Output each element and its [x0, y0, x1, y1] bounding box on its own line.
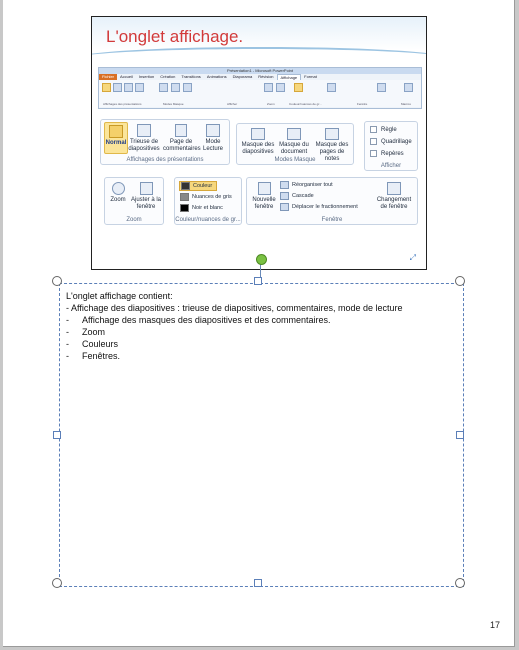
- slide-corner-icon: ⤢: [409, 253, 416, 262]
- new-window-label: Nouvelle fenêtre: [252, 197, 276, 210]
- mini-group-label: Fenêtre: [357, 102, 368, 106]
- mini-tab: Création: [160, 74, 176, 79]
- grayscale-label: Nuances de gris: [192, 194, 232, 200]
- group-label: Fenêtre: [321, 217, 343, 223]
- group-label: Couleur/nuances de gr...: [175, 217, 241, 223]
- mini-group-label: Couleur/nuances de gr...: [289, 102, 322, 106]
- grayscale-icon: [180, 193, 189, 201]
- resize-handle-top-left[interactable]: [52, 276, 62, 286]
- mini-master-icon: [183, 83, 192, 92]
- gridlines-label: Quadrillage: [381, 138, 412, 145]
- bullet-dash: -: [66, 315, 69, 325]
- switch-window-label: Changement de fenêtre: [376, 197, 412, 210]
- handout-master-label: Masque du document: [279, 142, 309, 155]
- text-bullet-line: [66, 338, 403, 350]
- bullet-text: Fenêtres.: [82, 351, 121, 361]
- notes-page-icon: [175, 124, 187, 137]
- mini-normal-icon: [102, 83, 111, 92]
- bullet-dash: -: [66, 339, 69, 349]
- switch-window-icon: [387, 182, 401, 195]
- gridlines-checkbox[interactable]: [370, 138, 412, 145]
- mini-tab: Accueil: [120, 74, 133, 79]
- group-show: [364, 121, 418, 171]
- mini-color-icon: [294, 83, 303, 92]
- mini-tab: Insertion: [138, 74, 155, 79]
- mini-tab: Format: [304, 74, 317, 79]
- text-first-line: - Affichage des diapositives : trieuse de diapositives, commentaires, mode de lecture: [66, 303, 403, 313]
- mini-switch-icon: [377, 83, 386, 92]
- text-bullet-line: [66, 314, 403, 326]
- group-presentation-views: [100, 119, 230, 165]
- rotation-handle[interactable]: [256, 254, 267, 265]
- mini-group-label: Modes Masque: [163, 102, 184, 106]
- fit-window-icon: [140, 182, 153, 195]
- slide-sorter-icon: [137, 124, 151, 137]
- mini-group-label: Afficher: [227, 102, 238, 106]
- group-label: Zoom: [126, 217, 142, 223]
- color-label: Couleur: [193, 183, 213, 189]
- move-split-button[interactable]: [280, 203, 358, 211]
- resize-handle-bottom-right[interactable]: [455, 578, 465, 588]
- mini-fit-icon: [276, 83, 285, 92]
- resize-handle-left[interactable]: [53, 431, 61, 439]
- mini-tab: Diaporama: [232, 74, 253, 79]
- resize-handle-bottom-left[interactable]: [52, 578, 62, 588]
- mini-ribbon-screenshot: [98, 67, 422, 109]
- black-white-icon: [180, 204, 189, 212]
- slide-master-label: Masque des diapositives: [241, 142, 275, 155]
- move-split-label: Déplacer le fractionnement: [292, 204, 358, 210]
- notes-page-label: Page de commentaires: [163, 139, 201, 152]
- magnifier-icon: [112, 182, 125, 195]
- mini-group-label: Macros: [401, 102, 411, 106]
- bullet-text: Zoom: [82, 327, 106, 337]
- group-window: [246, 177, 418, 225]
- mini-group-label: Zoom: [267, 102, 275, 106]
- group-color: [174, 177, 242, 225]
- bullet-dash: -: [66, 351, 69, 361]
- arrange-all-button[interactable]: [280, 181, 333, 189]
- mini-tab: Transitions: [181, 74, 201, 79]
- text-bullet-line: [66, 350, 403, 362]
- mini-group-label: Affichages des présentations: [103, 102, 142, 106]
- checkbox-box: [370, 138, 377, 145]
- fit-window-label: Ajuster à la fenêtre: [131, 197, 162, 210]
- new-window-icon: [258, 182, 271, 195]
- handout-master-button[interactable]: [277, 126, 311, 156]
- handout-master-icon: [287, 128, 301, 140]
- group-master-views: [236, 123, 354, 165]
- normal-view-label: Normal: [105, 140, 127, 146]
- cascade-button[interactable]: [280, 192, 314, 200]
- group-label: Affichages des présentations: [126, 157, 204, 163]
- group-label: Modes Masque: [274, 157, 316, 163]
- color-icon: [181, 182, 190, 190]
- arrange-all-label: Réorganiser tout: [292, 182, 333, 188]
- slide-master-button[interactable]: [240, 126, 276, 156]
- mini-ribbon-body: [99, 80, 421, 107]
- mini-tab: Fichier: [99, 74, 117, 80]
- mini-window-icon: [327, 83, 336, 92]
- guides-label: Repères: [381, 150, 404, 157]
- checkbox-box: [370, 150, 377, 157]
- resize-handle-right[interactable]: [456, 431, 464, 439]
- fit-window-button[interactable]: [131, 180, 161, 211]
- group-zoom: [104, 177, 164, 225]
- resize-handle-top-right[interactable]: [455, 276, 465, 286]
- black-white-button[interactable]: [180, 204, 223, 212]
- mini-window-title: Présentation1 - Microsoft PowerPoint: [99, 68, 421, 74]
- ruler-label: Règle: [381, 126, 397, 133]
- switch-window-button[interactable]: [375, 180, 413, 211]
- text-content[interactable]: [66, 290, 403, 362]
- move-split-icon: [280, 203, 289, 211]
- page-number: 17: [489, 620, 500, 630]
- grayscale-button[interactable]: [180, 193, 232, 201]
- mini-reading-icon: [135, 83, 144, 92]
- mini-sorter-icon: [113, 83, 122, 92]
- normal-view-button[interactable]: [104, 122, 128, 154]
- bullet-text: Affichage des masques des diapositives et des commentaires.: [82, 315, 331, 325]
- new-window-button[interactable]: [251, 180, 277, 211]
- zoom-button[interactable]: [107, 180, 129, 204]
- bullet-text: Couleurs: [82, 339, 119, 349]
- ribbon-zoomed-screenshot: [98, 117, 420, 247]
- color-button[interactable]: [179, 181, 217, 191]
- notes-master-label: Masque des pages de notes: [315, 142, 349, 162]
- text-heading: L'onglet affichage contient:: [66, 291, 173, 301]
- mini-master-icon: [171, 83, 180, 92]
- cascade-icon: [280, 192, 289, 200]
- mini-tab-active: Affichage: [277, 74, 302, 80]
- notes-master-icon: [325, 128, 339, 140]
- reading-view-label: Mode Lecture: [202, 139, 223, 152]
- normal-view-icon: [109, 125, 123, 138]
- checkbox-box: [370, 126, 377, 133]
- resize-handle-bottom[interactable]: [254, 579, 262, 587]
- cascade-label: Cascade: [292, 193, 314, 199]
- group-label: Afficher: [380, 163, 402, 169]
- slide-master-icon: [251, 128, 265, 140]
- ruler-checkbox[interactable]: [370, 126, 397, 133]
- mini-zoom-icon: [264, 83, 273, 92]
- slide-page: [3, 0, 515, 647]
- guides-checkbox[interactable]: [370, 150, 404, 157]
- mini-tab: Révision: [258, 74, 274, 79]
- reading-view-icon: [206, 124, 220, 137]
- black-white-label: Noir et blanc: [192, 205, 223, 211]
- arrange-all-icon: [280, 181, 289, 189]
- mini-macro-icon: [404, 83, 413, 92]
- slide-sorter-label: Trieuse de diapositives: [128, 139, 160, 152]
- slide-sorter-button[interactable]: [128, 122, 160, 153]
- text-placeholder[interactable]: [59, 283, 464, 587]
- slide-thumbnail[interactable]: [91, 16, 427, 270]
- text-bullet-line: [66, 326, 403, 338]
- reading-view-button[interactable]: [201, 122, 225, 153]
- notes-page-button[interactable]: [163, 122, 199, 153]
- mini-master-icon: [159, 83, 168, 92]
- mini-notes-icon: [124, 83, 133, 92]
- zoom-label: Zoom: [110, 197, 126, 203]
- slide-title: L'onglet affichage.: [106, 27, 244, 46]
- bullet-dash: -: [66, 327, 69, 337]
- resize-handle-top[interactable]: [254, 277, 262, 285]
- mini-tab: Animations: [206, 74, 227, 79]
